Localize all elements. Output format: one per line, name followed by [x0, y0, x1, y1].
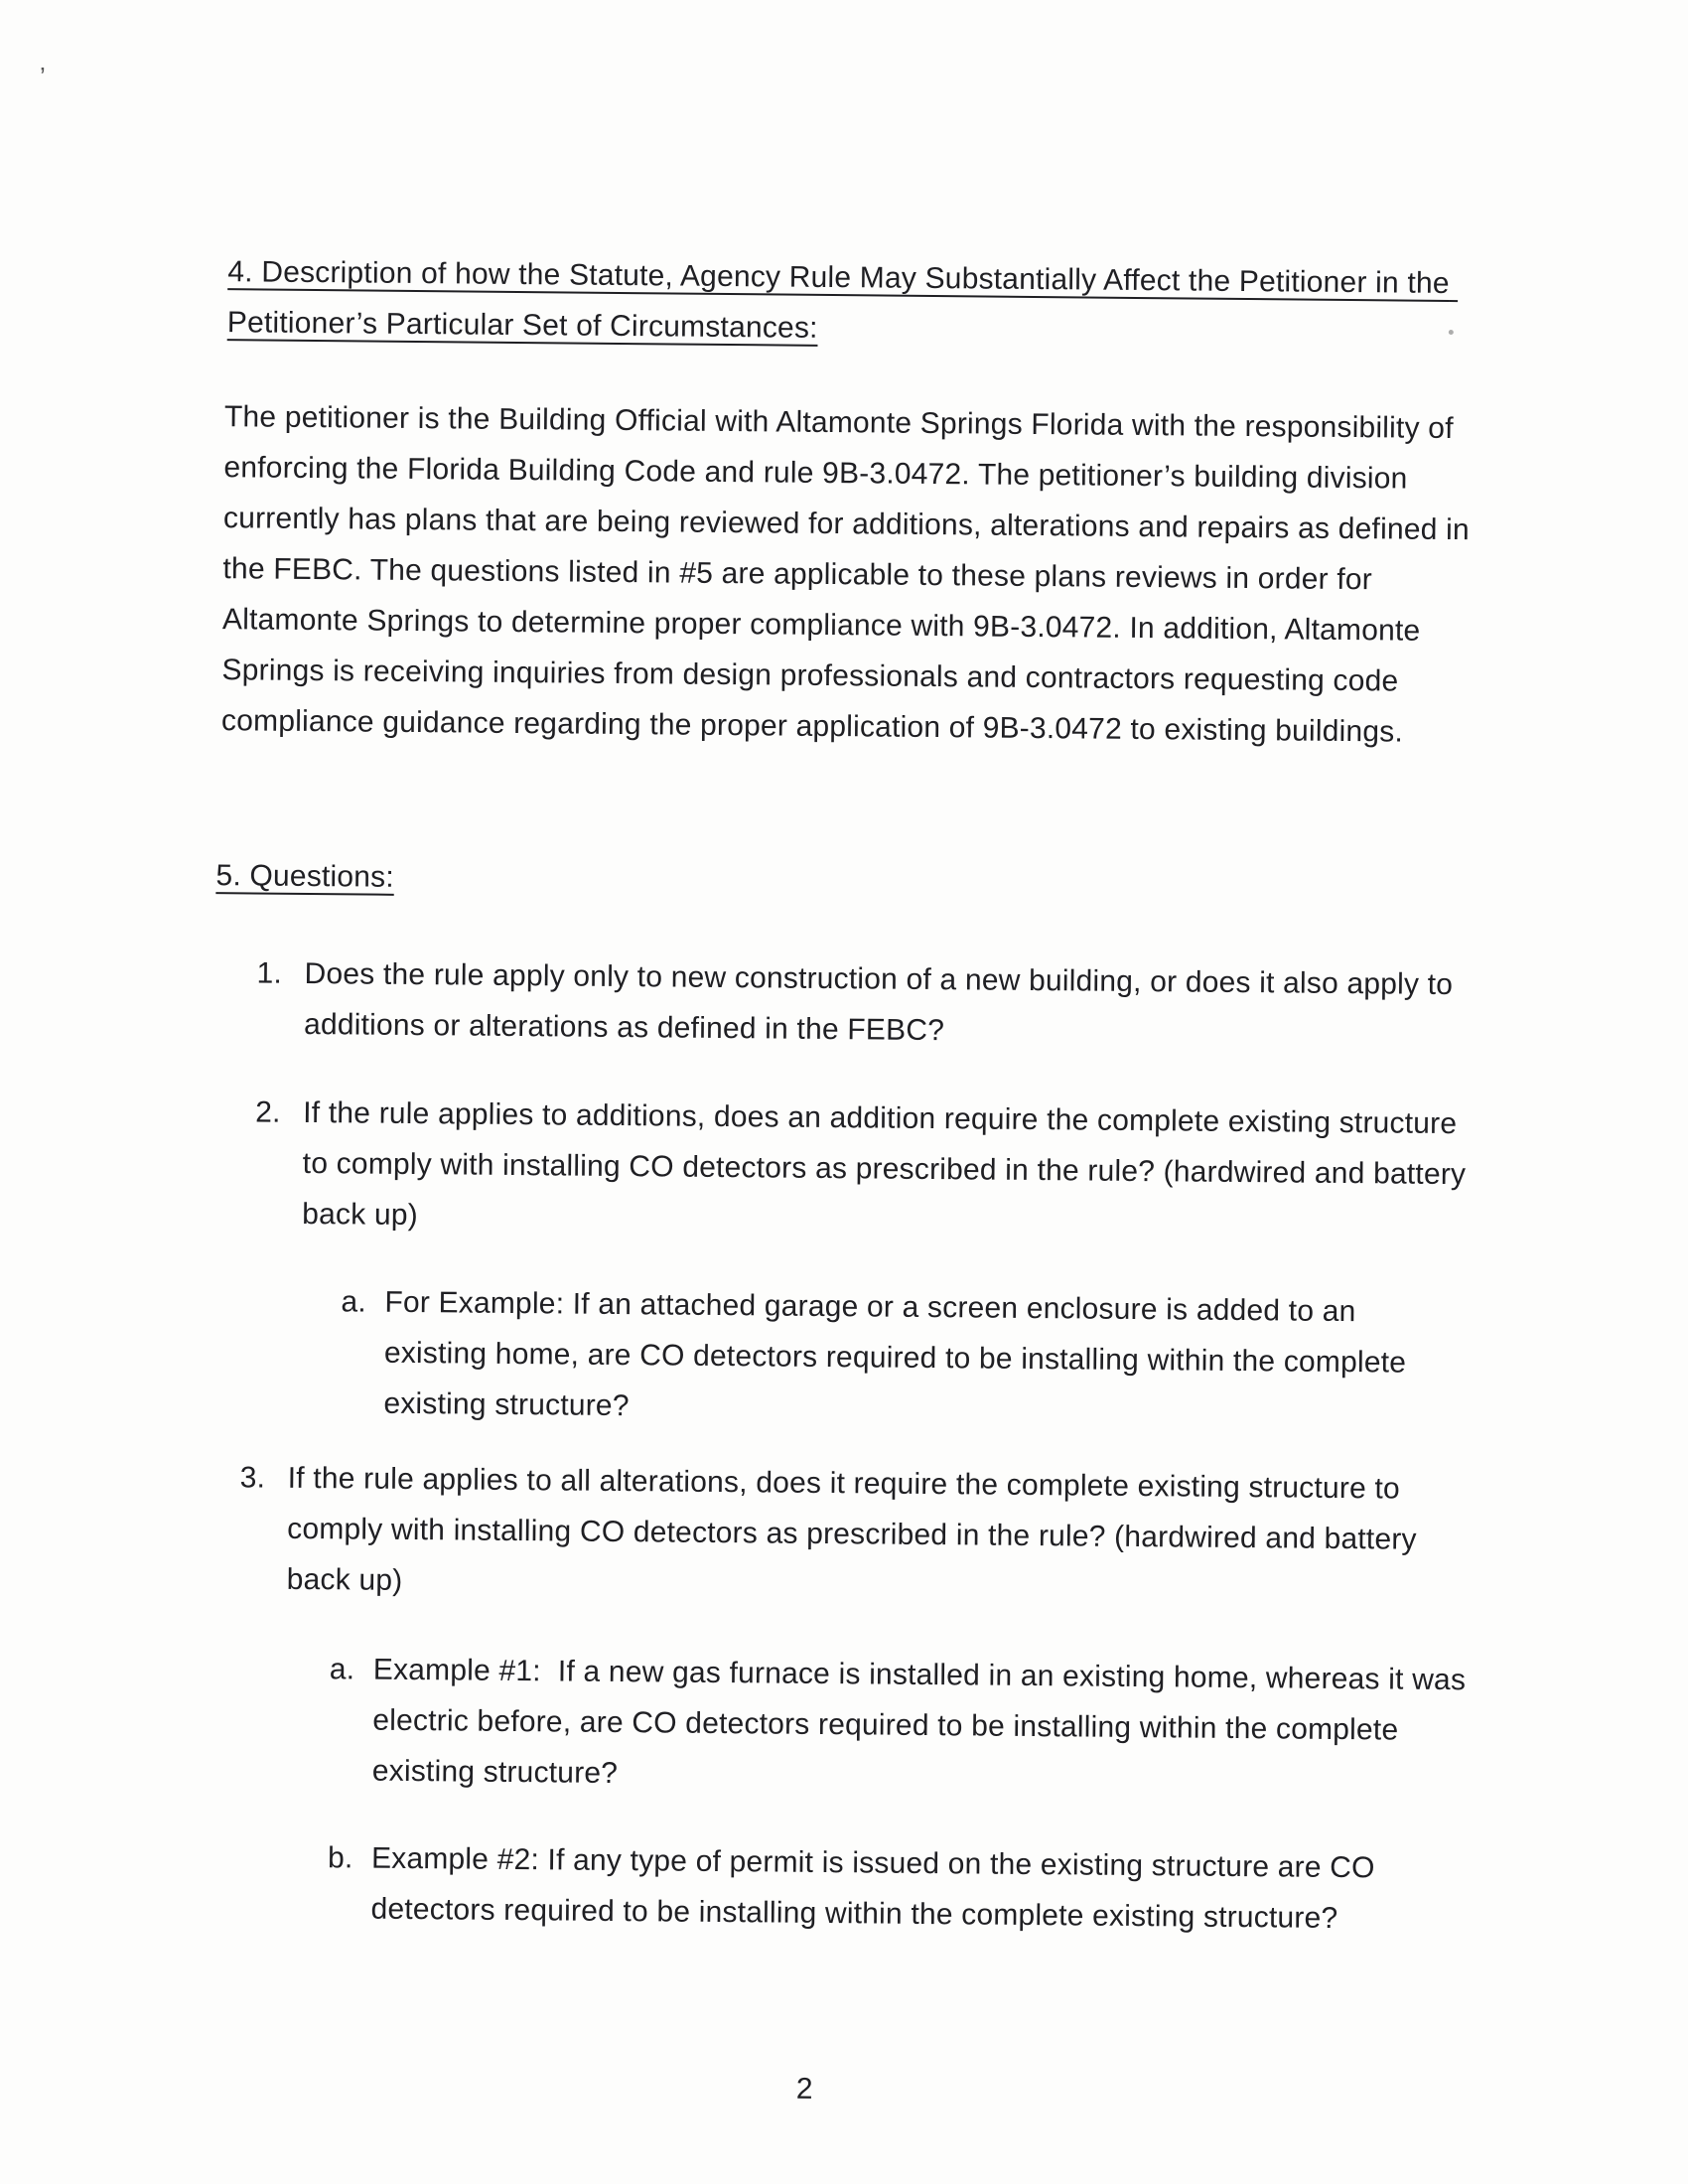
- question-3a-letter: a.: [329, 1653, 355, 1686]
- question-3b-text: Example #2: If any type of permit is issued on the existing structure are CO detectors required to be installing within the complete existing structure?: [370, 1841, 1384, 1935]
- page-number: 2: [795, 2072, 813, 2106]
- question-1-text: Does the rule apply only to new construction of a new building, or does it also apply to additions or alterations as defined in the FEBC?: [303, 956, 1462, 1048]
- question-3-text: If the rule applies to all alterations, does it require the complete existing structure to comply with installing CO detectors as prescribed in the rule? (hardwired and battery back up): [286, 1461, 1426, 1597]
- section4-heading: 4. Description of how the Statute, Agency Rule May Substantially Affect the Petitioner in the Petitioner’s Particular Set of Circumstances:: [226, 255, 1459, 345]
- section5-heading: 5. Questions:: [215, 859, 395, 894]
- question-2a-text: For Example: If an attached garage or a screen enclosure is added to an existing home, are CO detectors required to be installing within the complete existing structure?: [383, 1285, 1415, 1423]
- question-2a: [340, 1276, 1463, 1439]
- question-2-text: If the rule applies to additions, does an addition require the complete existing structure to comply with installing CO detectors as prescribed in the rule? (hardwired and battery back up): [302, 1095, 1475, 1233]
- question-1-number: 1.: [256, 956, 283, 990]
- question-3a-text: Example #1: If a new gas furnace is installed in an existing home, whereas it was electric before, are CO detectors required to be installing within the complete existing structure?: [371, 1653, 1475, 1791]
- question-3-number: 3.: [239, 1461, 266, 1495]
- question-3b: [327, 1832, 1450, 1945]
- scan-speck: [1449, 330, 1454, 335]
- question-2: [254, 1087, 1477, 1250]
- question-1: [256, 947, 1478, 1061]
- section4-paragraph: The petitioner is the Building Official with Altamonte Springs Florida with the responsibility of enforcing the Florida Building Code and rule 9B-3.0472. The petitioner’s building division currently has plans that are being reviewed for additions, alterations and repairs as defined in the FEBC. The questions listed in #5 are applicable to these plans reviews in order for Altamonte Springs to determine proper compliance with 9B-3.0472. In addition, Altamonte Springs is receiving inquiries from design professionals and contractors requesting code compliance guidance regarding the proper application of 9B-3.0472 to existing buildings.: [220, 400, 1478, 749]
- scan-artifact-mark: ’: [40, 62, 46, 91]
- question-2a-letter: a.: [341, 1285, 366, 1319]
- question-3b-letter: b.: [327, 1841, 353, 1875]
- question-3: [238, 1452, 1461, 1616]
- question-2-number: 2.: [255, 1095, 281, 1129]
- question-3a: [329, 1644, 1475, 1807]
